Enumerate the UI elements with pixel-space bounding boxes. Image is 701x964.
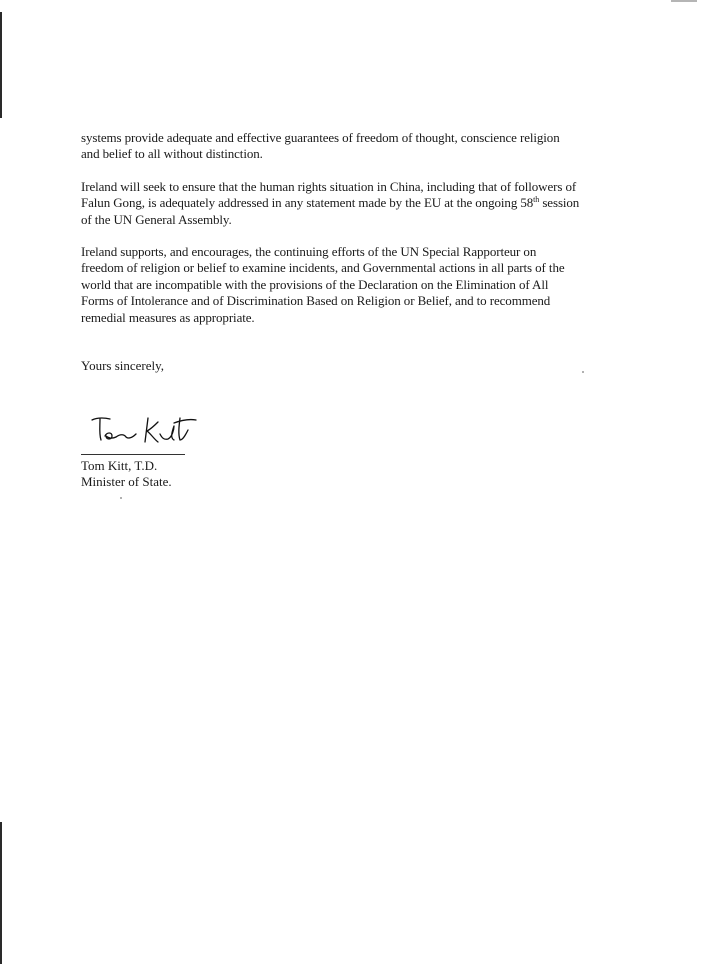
closing-salutation: Yours sincerely, (81, 358, 165, 373)
paragraph-text-after: session of the UN General Assembly. (81, 195, 580, 227)
signatory-title: Minister of State. (81, 474, 172, 489)
signature-line (81, 454, 185, 455)
scan-speck (582, 371, 584, 373)
scan-edge-mark (0, 12, 2, 118)
letter-body (81, 130, 626, 342)
scan-speck (120, 497, 122, 499)
signatory-name: Tom Kitt, T.D. (81, 458, 158, 473)
paragraph-special-rapporteur: Ireland supports, and encourages, the continuing efforts of the UN Special Rapporteur on freedom of religion or belief to examine incidents, and Governmental actions in all parts of the world that are incompatible with the provisions of the Declaration on the Elimination of All Forms of Intolerance and of Discrimination Based on Religion or Belief, and to recommend remedial measures as appropriate. (81, 244, 565, 325)
paragraph-text-before: Ireland will seek to ensure that the human rights situation in China, including that of followers of Falun Gong, is adequately addressed in any statement made by the EU at the ongoing 58 (81, 178, 577, 211)
signatory-block (81, 458, 172, 490)
paragraph-china-human-rights (81, 179, 626, 228)
scan-edge-mark (0, 822, 2, 964)
ordinal-superscript: th (533, 195, 540, 205)
handwritten-signature (88, 412, 198, 450)
paragraph-freedom-guarantees: systems provide adequate and effective guarantees of freedom of thought, conscience religion and belief to all without distinction. (81, 130, 560, 162)
scan-corner-mark (671, 0, 697, 2)
